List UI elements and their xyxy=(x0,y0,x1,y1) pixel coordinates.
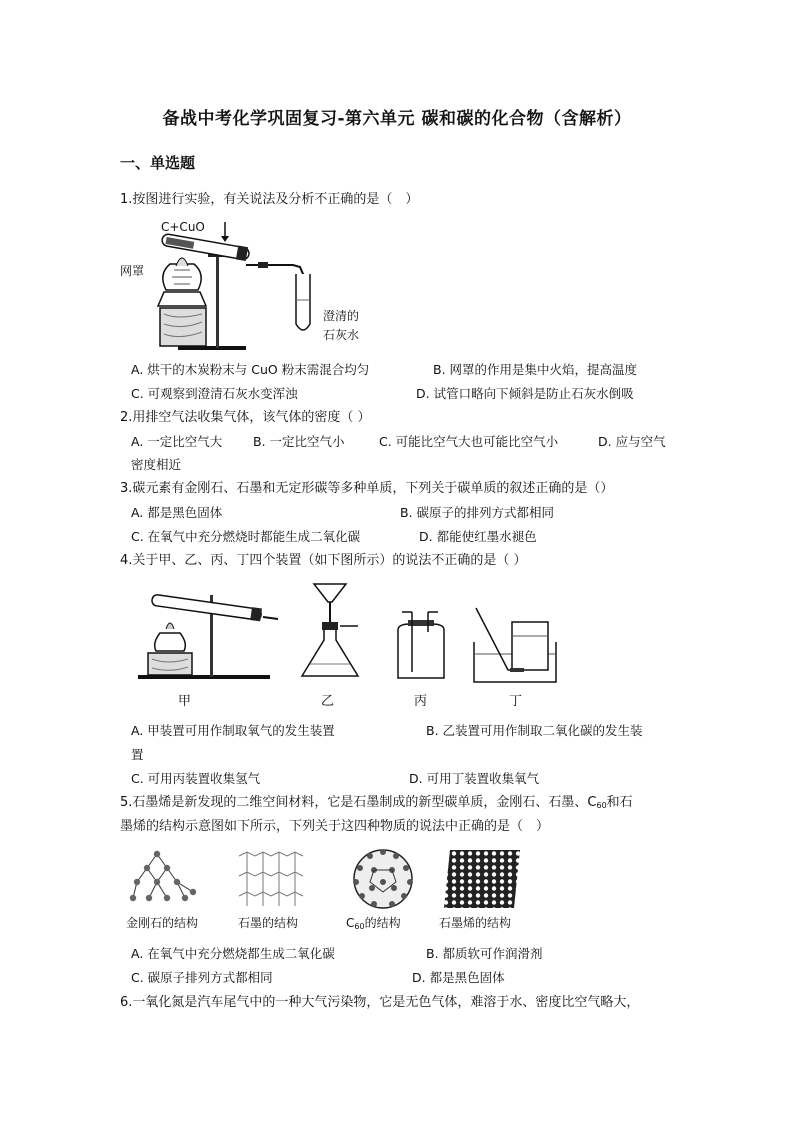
caption-c60 xyxy=(346,914,401,931)
q5-option-a: A. 在氧气中充分燃烧都生成二氧化碳 xyxy=(131,946,335,961)
question-6-stem: 6.一氧化氮是汽车尾气中的一种大气污染物，它是无色气体，难溶于水、密度比空气略大， xyxy=(120,995,640,1010)
q1-option-b: B. 网罩的作用是集中火焰，提高温度 xyxy=(433,362,638,377)
q2-option-a: A. 一定比空气大 xyxy=(131,434,223,449)
page-title: 备战中考化学巩固复习-第六单元 碳和碳的化合物（含解析） xyxy=(162,109,632,129)
q2-option-c: C. 可能比空气大也可能比空气小 xyxy=(379,434,559,449)
limewater-label-1: 澄清的 xyxy=(323,309,360,323)
q2-option-d: D. 应与空气 xyxy=(598,434,666,449)
q3-option-a: A. 都是黑色固体 xyxy=(131,505,223,520)
q4-option-c: C. 可用丙装置收集氢气 xyxy=(131,771,261,786)
caption-c60-suffix: 的结构 xyxy=(364,916,401,930)
label-ding: 丁 xyxy=(509,694,523,709)
q2-option-b: B. 一定比空气小 xyxy=(253,434,345,449)
q5-option-d: D. 都是黑色固体 xyxy=(412,970,505,985)
graphene-structure xyxy=(442,850,522,910)
caption-diamond: 金刚石的结构 xyxy=(126,916,199,930)
q3-option-c: C. 在氧气中充分燃烧时都能生成二氧化碳 xyxy=(131,529,361,544)
q1-option-c: C. 可观察到澄清石灰水变浑浊 xyxy=(131,386,298,401)
c60-structure xyxy=(350,846,416,912)
label-yi: 乙 xyxy=(321,694,335,709)
q5-stem-subscript: 60 xyxy=(596,801,607,810)
diamond-structure xyxy=(127,848,203,910)
q5-option-c: C. 碳原子排列方式都相同 xyxy=(131,970,273,985)
q4-option-b-continued: 置 xyxy=(131,747,144,762)
question-3-stem: 3.碳元素有金刚石、石墨和无定形碳等多种单质，下列关于碳单质的叙述正确的是（） xyxy=(120,481,614,496)
q5-stem-part-2: 和石 xyxy=(606,795,633,810)
q3-option-b: B. 碳原子的排列方式都相同 xyxy=(400,505,555,520)
apparatus-bing xyxy=(392,612,452,692)
q4-option-b: B. 乙装置可用作制取二氧化碳的发生装 xyxy=(426,723,643,738)
q1-option-a: A. 烘干的木炭粉末与 CuO 粉末需混合均匀 xyxy=(131,362,370,377)
q4-option-d: D. 可用丁装置收集氧气 xyxy=(409,771,540,786)
q4-option-a: A. 甲装置可用作制取氧气的发生装置 xyxy=(131,723,335,738)
reactant-label: C+CuO xyxy=(161,220,205,234)
apparatus-jia xyxy=(138,583,288,683)
label-bing: 丙 xyxy=(414,694,428,709)
q1-option-d: D. 试管口略向下倾斜是防止石灰水倒吸 xyxy=(416,386,634,401)
question-5-stem-line-1 xyxy=(120,794,633,815)
caption-graphene: 石墨烯的结构 xyxy=(439,916,512,930)
question-1-stem: 1.按图进行实验，有关说法及分析不正确的是（ ） xyxy=(120,192,419,207)
caption-c60-subscript: 60 xyxy=(354,922,365,931)
q3-option-d: D. 都能使红墨水褪色 xyxy=(419,529,537,544)
q5-option-b: B. 都质软可作润滑剂 xyxy=(426,946,543,961)
caption-c60-symbol: C xyxy=(346,916,355,930)
q5-stem-part-1: 5.石墨烯是新发现的二维空间材料，它是石墨制成的新型碳单质，金刚石、石墨、C xyxy=(120,795,597,810)
limewater-label-2: 石灰水 xyxy=(323,328,360,342)
caption-graphite: 石墨的结构 xyxy=(238,916,299,930)
apparatus-yi xyxy=(296,580,366,680)
q2-option-d-continued: 密度相近 xyxy=(131,457,182,472)
question-2-stem: 2.用排空气法收集气体，该气体的密度（ ） xyxy=(120,410,371,425)
label-jia: 甲 xyxy=(178,694,192,709)
section-heading: 一、单选题 xyxy=(120,154,196,172)
question-5-stem-line-2: 墨烯的结构示意图如下所示，下列关于这四种物质的说法中正确的是（ ） xyxy=(120,819,550,834)
question-4-stem: 4.关于甲、乙、丙、丁四个装置（如下图所示）的说法不正确的是（ ） xyxy=(120,553,527,568)
apparatus-ding xyxy=(470,608,560,688)
net-label: 网罩 xyxy=(120,264,145,278)
graphite-structure xyxy=(239,848,305,908)
